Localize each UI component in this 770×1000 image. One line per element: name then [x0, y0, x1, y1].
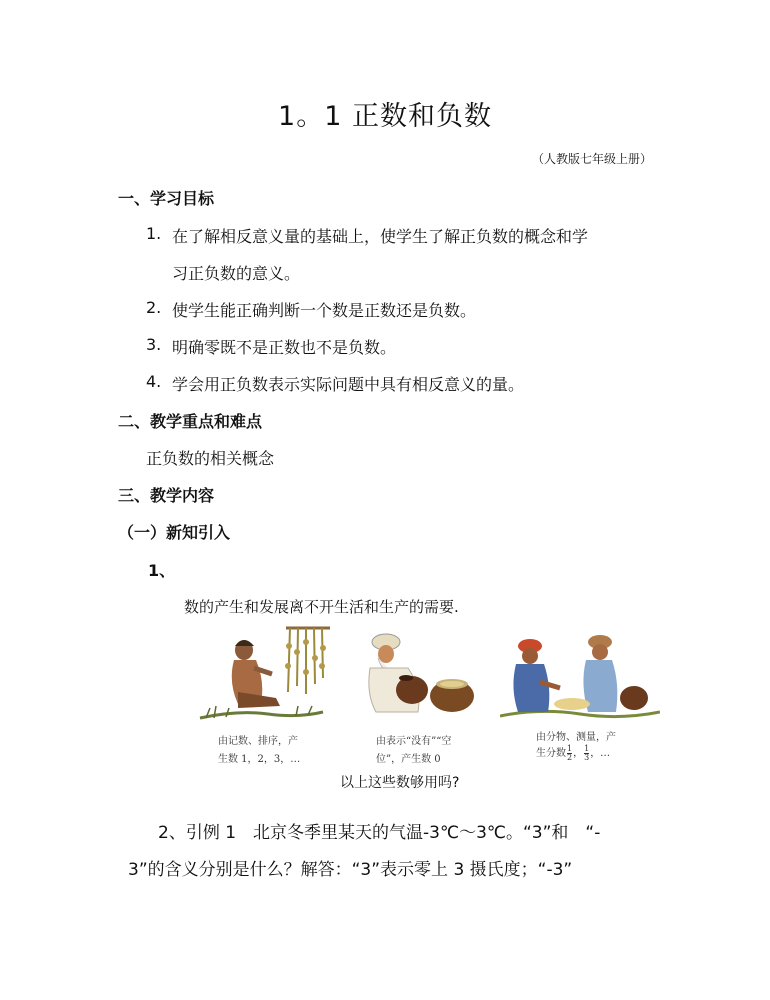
panel1-caption-line1: 由记数、排序，产	[218, 736, 298, 747]
fraction-one-half-numerator: 1	[567, 744, 573, 753]
key-points-text: 正负数的相关概念	[146, 449, 275, 468]
objective-4-number: 4.	[146, 372, 162, 391]
objective-3-number: 3.	[146, 335, 162, 354]
objective-1-text-cont: 习正负数的意义。	[172, 264, 301, 283]
subsection-heading-intro: （一）新知引入	[118, 523, 231, 542]
pottery-illustration	[360, 628, 480, 718]
fraction-one-third	[584, 745, 589, 762]
fraction-one-third-numerator: 1	[584, 744, 590, 753]
objective-1-text: 在了解相反意义量的基础上，使学生了解正负数的概念和学	[172, 227, 589, 246]
page-title: 1。1 正数和负数	[278, 101, 492, 132]
panel3-caption-line1: 由分物、测量，产	[536, 732, 616, 743]
tally-knots-illustration	[198, 622, 338, 722]
panel2-caption-line2: 位”，产生数 0	[376, 754, 441, 765]
edition-note: （人教版七年级上册）	[531, 152, 652, 166]
fraction-one-third-denominator: 3	[584, 753, 590, 762]
panel2-caption-line1: 由表示“没有”“空	[376, 736, 452, 747]
section-heading-key-points: 二、教学重点和难点	[118, 412, 263, 431]
panel3-caption-line2	[536, 744, 610, 762]
panel3-caption-suffix: ，…	[590, 748, 611, 759]
panel3-caption-separator: ，	[573, 748, 584, 759]
objective-1-number: 1.	[146, 224, 162, 243]
intro-item-number: 1、	[148, 561, 176, 580]
example-line-1: 2、引例 1 北京冬季里某天的气温-3℃～3℃。“3”和 “-	[158, 823, 601, 843]
fraction-one-half-denominator: 2	[567, 753, 573, 762]
section-heading-content: 三、教学内容	[118, 486, 215, 505]
figure-question: 以上这些数够用吗?	[340, 775, 460, 791]
panel3-caption-prefix: 生分数	[536, 748, 566, 759]
figure-caption: 数的产生和发展离不开生活和生产的需要.	[184, 598, 459, 616]
objective-3-text: 明确零既不是正数也不是负数。	[172, 338, 397, 357]
fraction-one-half	[567, 745, 572, 762]
section-heading-objectives: 一、学习目标	[118, 189, 215, 208]
objective-2-text: 使学生能正确判断一个数是正数还是负数。	[172, 301, 477, 320]
panel1-caption-line2: 生数 1，2，3，…	[218, 754, 301, 765]
dividing-grain-illustration	[500, 632, 660, 720]
objective-4-text: 学会用正负数表示实际问题中具有相反意义的量。	[172, 375, 525, 394]
example-line-2: 3”的含义分别是什么？解答：“3”表示零上 3 摄氏度；“-3”	[128, 860, 573, 880]
objective-2-number: 2.	[146, 298, 162, 317]
